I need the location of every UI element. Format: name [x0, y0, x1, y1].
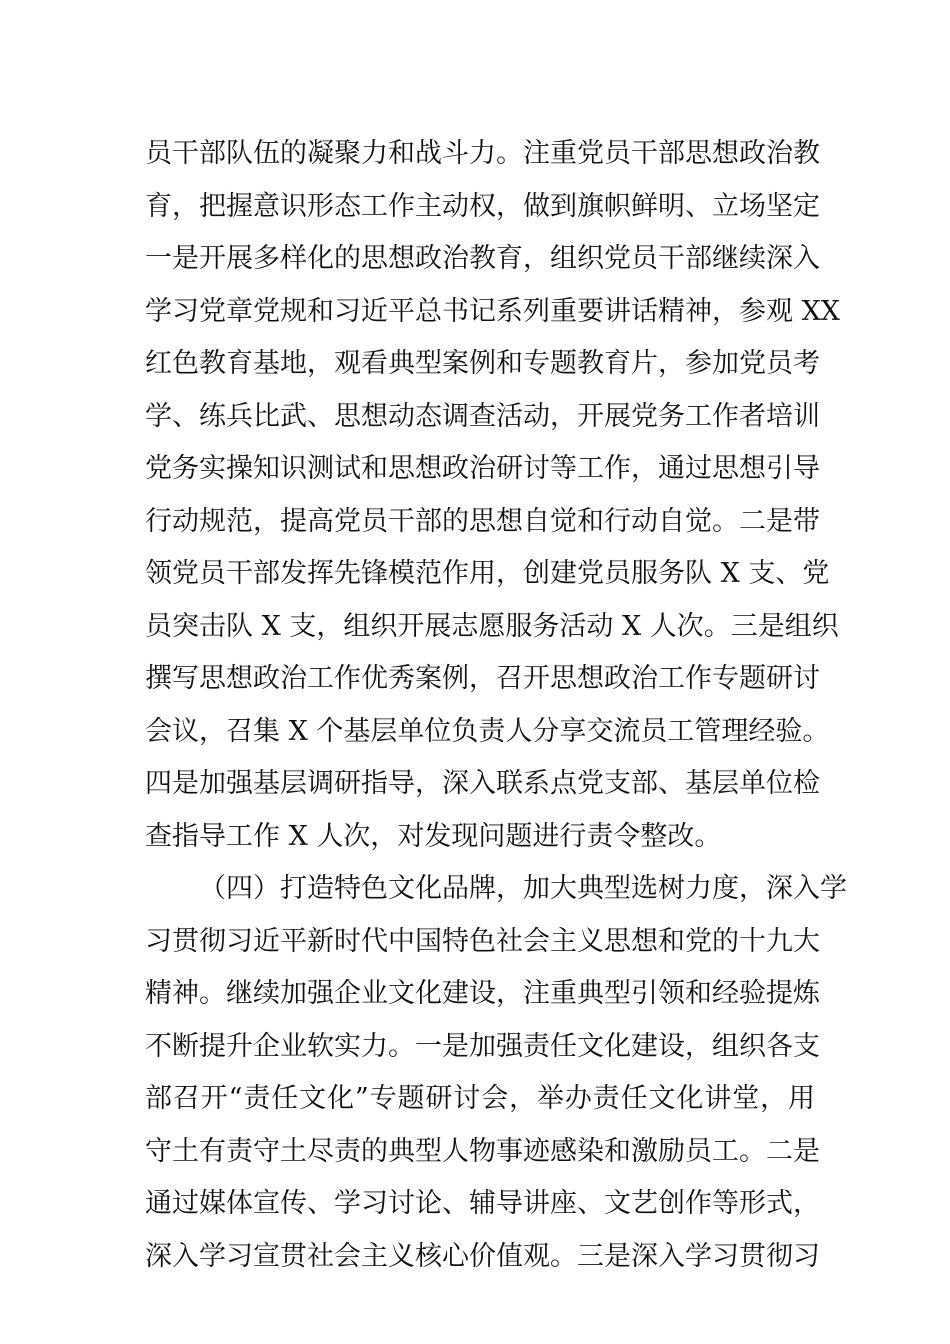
paragraph-1 — [145, 128, 841, 863]
paragraph-2 — [145, 863, 847, 1283]
text-line: 一是开展多样化的思想政治教育，组织党员干部继续深入 — [145, 243, 820, 274]
text-line: 守土有责守土尽责的典型人物事迹感染和激励员工。二是 — [145, 1135, 820, 1167]
text-line: （四）打造特色文化品牌，加大典型选树力度，深入学 — [199, 873, 847, 904]
text-line: 领党员干部发挥先锋模范作用，创建党员服务队 X 支、党 — [145, 558, 830, 589]
text-line: 撰写思想政治工作优秀案例，召开思想政治工作专题研讨 — [145, 663, 820, 694]
text-line: 精神。继续加强企业文化建设，注重典型引领和经验提炼 — [145, 978, 820, 1009]
text-line: 查指导工作 X 人次，对发现问题进行责令整改。 — [145, 820, 722, 852]
text-line: 育，把握意识形态工作主动权，做到旗帜鲜明、立场坚定 — [145, 190, 820, 222]
text-line: 会议，召集 X 个基层单位负责人分享交流员工管理经验。 — [145, 715, 830, 747]
text-line: 党务实操知识测试和思想政治研讨等工作，通过思想引导 — [145, 453, 820, 484]
text-line: 四是加强基层调研指导，深入联系点党支部、基层单位检 — [145, 768, 820, 799]
text-line: 员突击队 X 支，组织开展志愿服务活动 X 人次。三是组织 — [145, 610, 839, 642]
text-line: 学、练兵比武、思想动态调查活动，开展党务工作者培训 — [145, 400, 820, 432]
text-line: 行动规范，提高党员干部的思想自觉和行动自觉。二是带 — [145, 505, 820, 537]
text-line: 员干部队伍的凝聚力和战斗力。注重党员干部思想政治教 — [145, 138, 820, 169]
text-line: 不断提升企业软实力。一是加强责任文化建设，组织各支 — [145, 1030, 820, 1062]
text-line: 学习党章党规和习近平总书记系列重要讲话精神，参观 XX — [145, 295, 841, 327]
text-line: 部召开“责任文化”专题研讨会，举办责任文化讲堂，用 — [145, 1083, 815, 1114]
text-line: 习贯彻习近平新时代中国特色社会主义思想和党的十九大 — [145, 925, 820, 957]
body-text — [145, 128, 847, 1283]
text-line: 红色教育基地，观看典型案例和专题教育片，参加党员考 — [145, 348, 820, 379]
text-line: 通过媒体宣传、学习讨论、辅导讲座、文艺创作等形式， — [145, 1188, 820, 1219]
text-line: 深入学习宣贯社会主义核心价值观。三是深入学习贯彻习 — [145, 1240, 820, 1272]
